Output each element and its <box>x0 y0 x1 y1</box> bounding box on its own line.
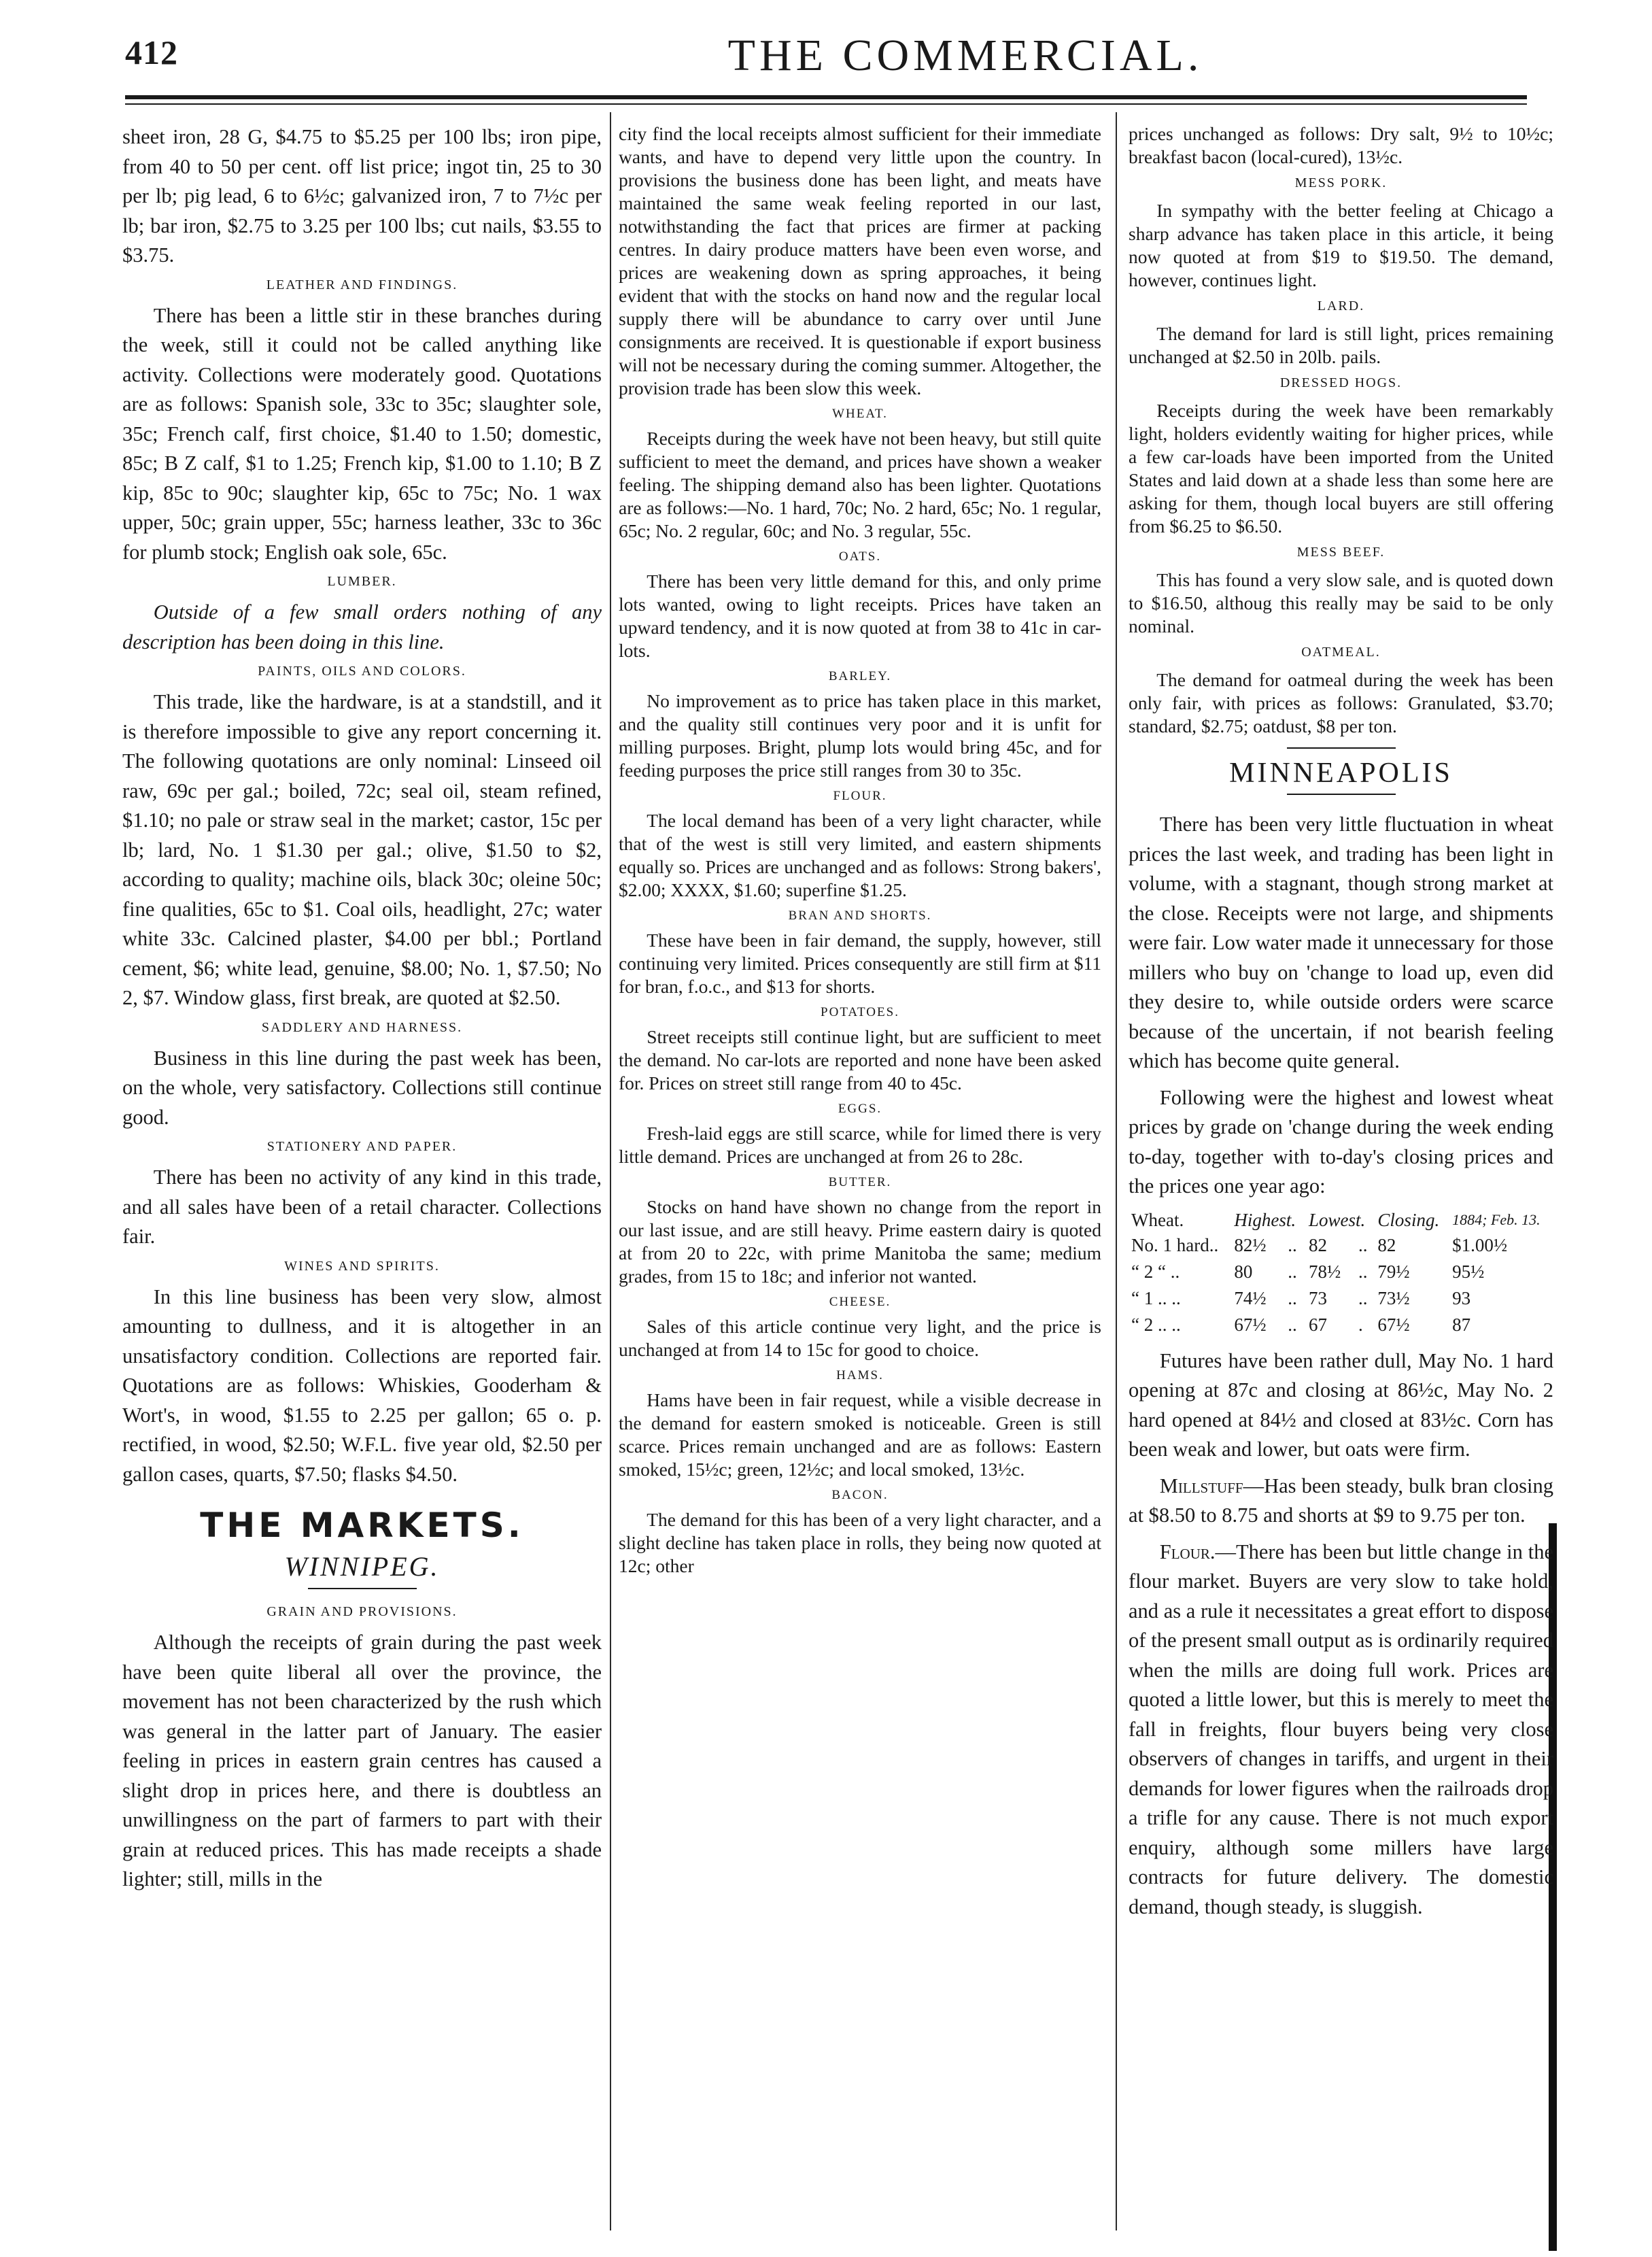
section-heading: POTATOES. <box>821 1005 899 1019</box>
article-paragraph <box>1129 1472 1553 1531</box>
column-divider <box>610 112 611 2230</box>
table-cell: .. <box>1358 1261 1368 1282</box>
run-in-text: —There has been but little change in the flour market. Buyers are very slow to take hold, and as a rule it necessitates a great effort to dispose of the present small output as is ordinarily required when the mills are doing full work. Prices are quoted a little lower, but this is merely to meet the fall in freights, flour buyers being very close observers of changes in tariffs, and urgent in their demands for lower figures when the railroads drop a trifle for any cause. There is not much export enquiry, although some millers have large contracts for future delivery. The domestic demand, though steady, is sluggish. <box>1129 1540 1553 1918</box>
table-cell: 67½ <box>1377 1314 1410 1335</box>
table-cell: 79½ <box>1377 1261 1410 1282</box>
article-paragraph: The demand for lard is still light, prices remaining unchanged at $2.50 in 20lb. pails. <box>1129 323 1553 367</box>
section-heading: BARLEY. <box>828 669 892 683</box>
section-heading: SADDLERY AND HARNESS. <box>261 1019 463 1035</box>
section-heading: LUMBER. <box>327 574 397 589</box>
table-cell: .. <box>1288 1314 1297 1335</box>
article-paragraph: Although the receipts of grain during the past week have been quite liberal all over the province, the movement has not been characterized by the rush which was general in the latter part of January. The easier feeling in prices in eastern grain centres has caused a slight drop in prices here, and there is doubtless an unwillingness on the part of farmers to part with their grain at reduced prices. This has made receipts a shade lighter; still, mills in the <box>122 1631 602 1890</box>
column-2 <box>619 122 1101 2224</box>
masthead-title: THE COMMERCIAL. <box>727 31 1203 80</box>
article-paragraph: The demand for oatmeal during the week has been only fair, with prices as follows: Granulated, $3.70; standard, $2.75; oatdust, $8 per ton. <box>1129 669 1553 736</box>
table-header: Wheat. <box>1131 1209 1184 1230</box>
table-cell: 74½ <box>1234 1287 1267 1308</box>
table-cell: 82 <box>1377 1234 1396 1255</box>
article-paragraph: Futures have been rather dull, May No. 1 hard opening at 87c and closing at 86½c, May No. 2 hard opened at 84½ and closed at 83½c. Corn has been weak and lower, but oats were firm. <box>1129 1348 1553 1461</box>
article-paragraph: Stocks on hand have shown no change from the report in our last issue, and are still heavy. Prime eastern dairy is quoted at from 20 to 22c, with prime Manitoba the same; medium grades, from 15 to 18c; and inferior not wanted. <box>619 1196 1101 1287</box>
table-cell: 80 <box>1234 1261 1253 1282</box>
city-heading: MINNEAPOLIS <box>1229 758 1453 789</box>
section-heading: MESS PORK. <box>1294 175 1388 190</box>
column-3 <box>1129 122 1553 2224</box>
section-heading: BUTTER. <box>828 1175 892 1189</box>
table-cell: .. <box>1288 1287 1297 1308</box>
section-heading: GRAIN AND PROVISIONS. <box>266 1604 458 1619</box>
article-paragraph: Following were the highest and lowest wheat prices by grade on 'change during the week ending to-day, together with to-day's closing prices and the prices one year ago: <box>1129 1085 1553 1198</box>
article-paragraph: There has been no activity of any kind in this trade, and all sales have been of a retail character. Collections fair. <box>122 1166 602 1248</box>
article-paragraph: Sales of this article continue very light, and the price is unchanged at from 14 to 15c for good to choice. <box>619 1316 1101 1360</box>
article-paragraph: city find the local receipts almost sufficient for their immediate wants, and have to depend very little upon the country. In provisions the business done has been light, and meats have maintained the same weak feeling reported in our last, notwithstanding the fact that prices are firmer at packing centres. In dairy produce matters have been even worse, and prices are weakening down as spring approaches, it being evident that with the stocks on hand now and the regular local supply there will be abundance to carry over until June consignments are received. It is questionable if export business will not be necessary during the coming summer. Altogether, the provision trade has been slow this week. <box>619 123 1101 398</box>
run-in-label: Flour. <box>1159 1540 1216 1563</box>
section-heading: DRESSED HOGS. <box>1279 375 1403 390</box>
table-cell: No. 1 hard.. <box>1131 1234 1219 1255</box>
section-heading: BACON. <box>831 1488 889 1502</box>
table-cell: 95½ <box>1452 1261 1485 1282</box>
article-paragraph: This trade, like the hardware, is at a standstill, and it is therefore impossible to give any report concerning it. The following quotations are only nominal: Linseed oil raw, 69c per gal.; boiled, 72c; seal oil, steam refined, $1.10; no pale or straw seal in the market; castor, 15c per lb; lard, No. 1 $1.30 per gal.; olive, $1.50 to $2, according to quality; machine oils, black 30c; oleine 50c; fine qualities, 65c to $1. Coal oils, headlight, 27c; water white 33c. Calcined plaster, $4.00 per bbl.; Portland cement, $6; white lead, genuine, $8.00; No. 1, $7.50; No 2, $7. Window glass, first break, are quoted at $2.50. <box>122 690 602 1009</box>
table-header: 1884; Feb. 13. <box>1452 1211 1541 1228</box>
table-cell: “ 2 .. .. <box>1131 1314 1181 1335</box>
article-paragraph: There has been a little stir in these branches during the week, still it could not be called anything like activity. Collections were moderately good. Quotations are as follows: Spanish sole, 33c to 35c; slaughter sole, 35c; French calf, first choice, $1.40 to 1.50; domestic, 85c; B Z calf, $1 to 1.25; French kip, $1.00 to 1.10; B Z kip, 85c to 90c; slaughter kip, 65c to 75c; No. 1 wax upper, 50c; grain upper, 55c; harness leather, 33c to 36c for plumb stock; English oak sole, 65c. <box>122 303 602 564</box>
table-row <box>1129 1312 1553 1338</box>
article-paragraph: Business in this line during the past week has been, on the whole, very satisfactory. Collections still continue good. <box>122 1046 602 1129</box>
article-paragraph: In this line business has been very slow, almost amounting to dullness, and it is altogether in an unsatisfactory condition. Collections are reported fair. Quotations are as follows: Whiskies, Gooderham & Wort's, in wood, $1.55 to 2.25 per gallon; 65 o. p. rectified, in wood, $2.50; W.F.L. five year old, $2.50 per gallon cases, quarts, $7.50; flasks $4.50. <box>122 1285 602 1486</box>
article-paragraph: The demand for this has been of a very light character, and a slight decline has taken place in rolls, they being now quoted at 12c; other <box>619 1509 1101 1576</box>
table-cell: . <box>1358 1314 1363 1335</box>
section-heading: STATIONERY AND PAPER. <box>266 1139 458 1154</box>
table-cell: .. <box>1288 1234 1297 1255</box>
city-rule <box>1287 747 1396 749</box>
table-cell: .. <box>1288 1261 1297 1282</box>
table-cell: 67 <box>1309 1314 1328 1335</box>
article-paragraph: sheet iron, 28 G, $4.75 to $5.25 per 100 lbs; iron pipe, from 40 to 50 per cent. off list price; ingot tin, 25 to 30 per lb; pig lead, 6 to 6½c; galvanized iron, 7 to 7½c per lb; bar iron, $2.75 to 3.25 per 100 lbs; cut nails, $3.55 to $3.75. <box>122 125 602 267</box>
table-row <box>1129 1259 1553 1285</box>
section-heading: CHEESE. <box>829 1295 891 1309</box>
section-heading: MESS BEEF. <box>1296 545 1386 560</box>
page-number: 412 <box>125 33 178 71</box>
article-paragraph: Outside of a few small orders nothing of any description has been doing in this line. <box>122 600 602 654</box>
article-paragraph: This has found a very slow sale, and is quoted down to $16.50, althoug this really may be said to be only nominal. <box>1129 569 1553 637</box>
article-paragraph: Fresh-laid eggs are still scarce, while for limed there is very little demand. Prices are unchanged at from 26 to 28c. <box>619 1123 1101 1167</box>
table-cell: 67½ <box>1234 1314 1267 1335</box>
column-1 <box>122 122 602 2224</box>
table-cell: .. <box>1358 1234 1368 1255</box>
section-heading: LARD. <box>1317 299 1365 313</box>
article-paragraph <box>1129 1538 1553 1922</box>
table-cell: “ 1 .. .. <box>1131 1287 1181 1308</box>
run-in-text: —Has been steady, bulk bran closing at $8.50 to 8.75 and shorts at $9 to 9.75 per ton. <box>1129 1474 1553 1527</box>
article-paragraph: prices unchanged as follows: Dry salt, 9½ to 10½c; breakfast bacon (local-cured), 13½c. <box>1129 123 1553 167</box>
table-cell: “ 2 “ .. <box>1131 1261 1180 1282</box>
header-rule <box>125 95 1527 99</box>
section-heading: LEATHER AND FINDINGS. <box>266 277 458 292</box>
table-header: Highest. <box>1234 1209 1296 1230</box>
table-cell: 93 <box>1452 1287 1471 1308</box>
article-paragraph: Receipts during the week have not been heavy, but still quite sufficient to meet the demand, and prices have shown a weaker feeling. The shipping demand also has been lighter. Quotations are as follows:—No. 1 hard, 70c; No. 2 hard, 65c; No. 1 regular, 65c; No. 2 regular, 60c; and No. 3 regular, 55c. <box>619 428 1101 541</box>
table-cell: 82 <box>1309 1234 1328 1255</box>
section-heading: EGGS. <box>838 1102 882 1116</box>
table-cell: .. <box>1358 1287 1368 1308</box>
section-heading: BRAN AND SHORTS. <box>788 909 932 923</box>
run-in-label: Millstuff <box>1159 1474 1243 1497</box>
section-heading: WINES AND SPIRITS. <box>284 1258 440 1274</box>
table-header: Closing. <box>1377 1209 1440 1230</box>
article-paragraph: There has been very little fluctuation in wheat prices the last week, and trading has been light in volume, with a stagnant, though strong market at the close. Receipts were not large, and shipments were fair. Low water made it unnecessary for those millers who buy on 'change to load up, even did they desire to, while outside orders were scarce because of the uncertain, if not bearish feeling which has become quite general. <box>1129 813 1553 1072</box>
section-heading: OATS. <box>838 549 882 564</box>
column-divider <box>1116 112 1117 2230</box>
header-rule-thin <box>125 103 1527 105</box>
section-heading: HAMS. <box>836 1368 884 1382</box>
table-cell: 82½ <box>1234 1234 1267 1255</box>
city-rule <box>1287 794 1396 795</box>
article-paragraph: Receipts during the week have been remarkably light, holders evidently waiting for higher prices, while a few car-loads have been imported from the United States and laid down at a shade less than some here are asking for them, though local buyers are still offering from $6.25 to $6.50. <box>1129 400 1553 537</box>
article-paragraph: Hams have been in fair request, while a visible decrease in the demand for eastern smoked is noticeable. Green is still scarce. Prices remain unchanged and are as follows: Eastern smoked, 15½c; green, 12½c; and local smoked, 13½c. <box>619 1389 1101 1480</box>
table-row <box>1129 1285 1553 1312</box>
article-paragraph: There has been very little demand for this, and only prime lots wanted, owing to light receipts. Prices have taken an upward tendency, and it is now quoted at from 38 to 41c in car-lots. <box>619 571 1101 661</box>
table-cell: 78½ <box>1309 1261 1341 1282</box>
article-paragraph: These have been in fair demand, the supply, however, still continuing very limited. Prices consequently are still firm at $11 for bran, f.o.c., and $13 for shorts. <box>619 930 1101 997</box>
article-paragraph: Street receipts still continue light, but are sufficient to meet the demand. No car-lots are reported and none have been asked for. Prices on street still range from 40 to 45c. <box>619 1026 1101 1093</box>
section-heading: OATMEAL. <box>1301 645 1381 660</box>
section-heading: FLOUR. <box>833 789 887 803</box>
table-cell: $1.00½ <box>1452 1234 1508 1255</box>
table-cell: 87 <box>1452 1314 1471 1335</box>
section-heading: WHEAT. <box>832 407 888 421</box>
table-cell: 73½ <box>1377 1287 1410 1308</box>
city-heading: WINNIPEG. <box>284 1551 440 1582</box>
table-row <box>1129 1232 1553 1259</box>
article-paragraph: In sympathy with the better feeling at Chicago a sharp advance has taken place in this article, it being now quoted at from $19 to $19.50. The demand, however, continues light. <box>1129 200 1553 290</box>
markets-title: THE MARKETS. <box>200 1506 524 1545</box>
article-paragraph: No improvement as to price has taken place in this market, and the quality still continues very poor and it is unfit for milling purposes. Bright, plump lots would bring 45c, and for feeding purposes the price still ranges from 30 to 35c. <box>619 690 1101 781</box>
section-heading: PAINTS, OILS AND COLORS. <box>258 664 466 679</box>
article-paragraph: The local demand has been of a very light character, while that of the west is still very limited, and eastern shipments equally so. Prices are unchanged and as follows: Strong bakers', $2.00; XXXX, $1.60; superfine $1.25. <box>619 810 1101 900</box>
table-cell: 73 <box>1309 1287 1328 1308</box>
table-header-row <box>1129 1208 1553 1232</box>
wheat-price-table <box>1129 1208 1553 1338</box>
table-header: Lowest. <box>1309 1209 1366 1230</box>
city-rule <box>308 1588 417 1589</box>
